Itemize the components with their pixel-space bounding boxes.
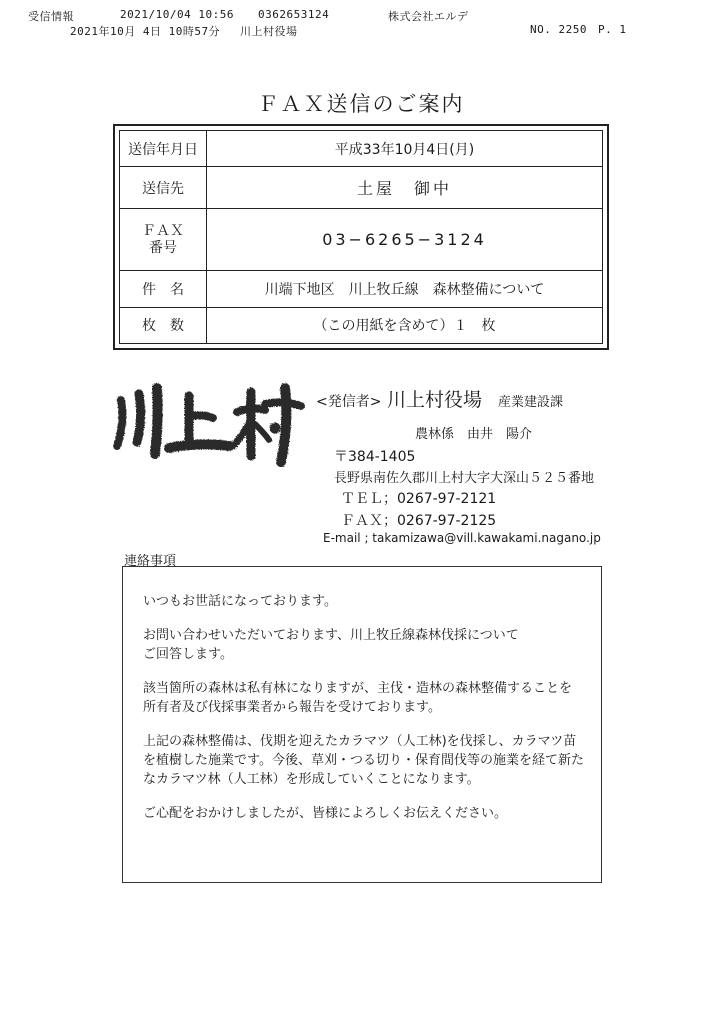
fax-page: P. 1 (598, 23, 627, 36)
contact-line: ご心配をおかけしましたが、皆様によろしくお伝えください。 (143, 806, 508, 821)
label-fax-line1: ＦＡＸ (142, 222, 184, 239)
fax-doc-no: NO. 2250 (530, 23, 587, 36)
fax-sender-short: 川上村役場 (240, 25, 298, 38)
sender-email: E-mail ; takamizawa@vill.kawakami.nagano.jp (323, 531, 601, 545)
sender-postal: 〒384-1405 (334, 449, 416, 465)
fax-send-datetime: 2021年10月 4日 10時57分 (70, 25, 221, 38)
contact-line: 上記の森林整備は、伐期を迎えたカラマツ（人工林)を伐採し、カラマツ苗 (143, 734, 577, 749)
contact-line: 所有者及び伐採事業者から報告を受けております。 (143, 700, 441, 715)
row-fax-number (120, 209, 602, 270)
label-fax-number (120, 209, 207, 270)
contact-line: を植樹した施業です。今後、草刈・つる切り・保育間伐等の施業を経て新た (143, 753, 584, 768)
label-subject: 件 名 (120, 270, 207, 307)
contact-line: お問い合わせいただいております、川上牧丘線森林伐採について (143, 628, 519, 643)
sender-dept: 産業建設課 (498, 395, 564, 410)
sender-prefix: <発信者> (316, 394, 382, 410)
contact-line: なカラマツ林（人工林）を形成していくことになります。 (143, 772, 480, 787)
label-recipient: 送信先 (120, 167, 207, 209)
row-recipient (120, 167, 602, 209)
contact-line: ご回答します。 (143, 647, 233, 662)
fax-recv-label: 受信情報 (28, 10, 74, 23)
sender-address: 長野県南佐久郡川上村大字大深山５２５番地 (334, 471, 595, 486)
sender-org: 川上村役場 (387, 389, 483, 411)
page-title: ＦＡＸ送信のご案内 (257, 92, 465, 116)
contact-line: 該当箇所の森林は私有林になりますが、主伐・造林の森林整備することを (143, 681, 573, 696)
row-send-date (120, 131, 602, 167)
value-fax-number: 03−6265−3124 (207, 209, 603, 270)
contact-line: いつもお世話になっております。 (143, 594, 337, 609)
label-fax-line2: 番号 (149, 239, 177, 256)
label-page-count: 枚 数 (120, 307, 207, 343)
contact-title: 連絡事項 (124, 554, 177, 569)
contact-box (122, 566, 602, 883)
sender-tel: ＴＥＬ；0267-97-2121 (341, 491, 497, 507)
value-send-date: 平成33年10月4日(月) (207, 131, 603, 167)
value-subject: 川端下地区 川上牧丘線 森林整備について (207, 270, 603, 307)
value-page-count: （この用紙を含めて）１ 枚 (207, 307, 603, 343)
sender-person: 農林係 由井 陽介 (415, 427, 533, 442)
kawakami-village-logo (105, 372, 305, 472)
row-subject (120, 270, 602, 307)
fax-info-table (113, 124, 609, 350)
row-page-count (120, 307, 602, 343)
label-send-date: 送信年月日 (120, 131, 207, 167)
sender-fax: ＦＡＸ；0267-97-2125 (341, 513, 497, 529)
value-recipient: 土屋 御中 (207, 167, 603, 209)
fax-recv-number: 0362653124 (258, 8, 330, 21)
fax-company: 株式会社エルデ (388, 10, 469, 23)
fax-recv-datetime: 2021/10/04 10:56 (120, 8, 234, 21)
